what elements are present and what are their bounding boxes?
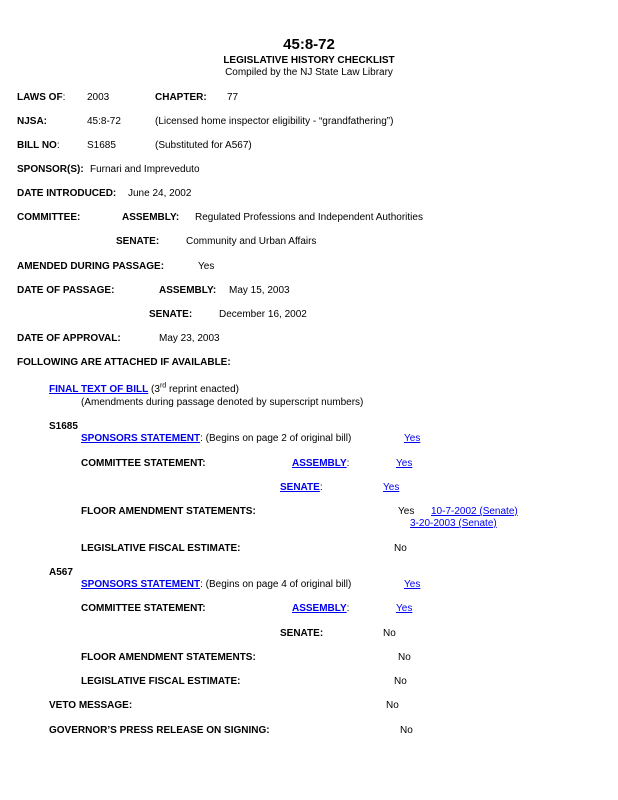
page-title: 45:8-72 [283,36,335,53]
laws-of-label: LAWS OF: [17,92,66,103]
a567-sponsors-yes-link[interactable]: Yes [404,579,421,590]
bill-no-label: BILL NO: [17,140,60,151]
final-text-note: (Amendments during passage denoted by superscript numbers) [81,397,364,408]
s1685-assembly-line: ASSEMBLY: [292,458,350,469]
laws-of-value: 2003 [87,92,110,103]
amended-label: AMENDED DURING PASSAGE: [17,261,165,272]
njsa-value: 45:8-72 [87,116,121,127]
a567-assembly-line: ASSEMBLY: [292,603,350,614]
committee-label: COMMITTEE: [17,212,81,223]
s1685-senate-yes-link[interactable]: Yes [383,482,400,493]
committee-assembly-label: ASSEMBLY: [122,212,180,223]
a567-label: A567 [49,567,73,578]
s1685-senate-link[interactable]: SENATE [280,482,320,493]
a567-senate-label: SENATE: [280,628,324,639]
s1685-label: S1685 [49,421,78,432]
chapter-label: CHAPTER: [155,92,207,103]
passage-assembly-label: ASSEMBLY: [159,285,217,296]
s1685-floor-value: Yes [398,506,415,517]
s1685-sponsors-yes-link[interactable]: Yes [404,433,421,444]
s1685-committee-label: COMMITTEE STATEMENT: [81,458,206,469]
committee-senate-value: Community and Urban Affairs [186,236,317,247]
date-introduced-label: DATE INTRODUCED: [17,188,117,199]
s1685-assembly-link[interactable]: ASSEMBLY [292,458,347,469]
date-introduced-value: June 24, 2002 [128,188,192,199]
njsa-label: NJSA: [17,116,48,127]
governor-label: GOVERNOR’S PRESS RELEASE ON SIGNING: [49,725,270,736]
bill-no-value: S1685 [87,140,116,151]
a567-committee-label: COMMITTEE STATEMENT: [81,603,206,614]
governor-value: No [400,725,413,736]
s1685-floor-link-1[interactable]: 10-7-2002 (Senate) [431,506,518,517]
s1685-assembly-yes-link[interactable]: Yes [396,458,413,469]
a567-assembly-link[interactable]: ASSEMBLY [292,603,347,614]
s1685-fiscal-value: No [394,543,407,554]
a567-sponsors-statement-link[interactable]: SPONSORS STATEMENT [81,579,201,590]
a567-floor-value: No [398,652,411,663]
date-of-approval-value: May 23, 2003 [159,333,220,344]
passage-senate-value: December 16, 2002 [219,309,307,320]
date-of-passage-label: DATE OF PASSAGE: [17,285,115,296]
date-of-approval-label: DATE OF APPROVAL: [17,333,121,344]
bill-no-note: (Substituted for A567) [155,140,252,151]
veto-label: VETO MESSAGE: [49,700,133,711]
passage-assembly-value: May 15, 2003 [229,285,290,296]
final-text-line: FINAL TEXT OF BILL (3rd reprint enacted) [49,382,239,395]
a567-assembly-yes-link[interactable]: Yes [396,603,413,614]
a567-senate-value: No [383,628,396,639]
s1685-sponsors-line: SPONSORS STATEMENT: (Begins on page 2 of original bill) [81,433,352,444]
a567-fiscal-label: LEGISLATIVE FISCAL ESTIMATE: [81,676,241,687]
s1685-floor-label: FLOOR AMENDMENT STATEMENTS: [81,506,256,517]
sponsors-label: SPONSOR(S): [17,164,84,175]
committee-assembly-value: Regulated Professions and Independent Authorities [195,212,423,223]
a567-fiscal-value: No [394,676,407,687]
a567-floor-label: FLOOR AMENDMENT STATEMENTS: [81,652,256,663]
amended-value: Yes [198,261,215,272]
page-subtitle: LEGISLATIVE HISTORY CHECKLIST [223,55,395,66]
a567-sponsors-line: SPONSORS STATEMENT: (Begins on page 4 of original bill) [81,579,352,590]
chapter-value: 77 [227,92,239,103]
attached-heading: FOLLOWING ARE ATTACHED IF AVAILABLE: [17,357,231,368]
passage-senate-label: SENATE: [149,309,193,320]
s1685-senate-line: SENATE: [280,482,323,493]
sponsors-value: Furnari and Impreveduto [90,164,200,175]
veto-value: No [386,700,399,711]
s1685-sponsors-statement-link[interactable]: SPONSORS STATEMENT [81,433,201,444]
njsa-description: (Licensed home inspector eligibility - “grandfathering”) [155,116,394,127]
s1685-fiscal-label: LEGISLATIVE FISCAL ESTIMATE: [81,543,241,554]
committee-senate-label: SENATE: [116,236,160,247]
final-text-link[interactable]: FINAL TEXT OF BILL [49,384,149,395]
compiled-by: Compiled by the NJ State Law Library [225,67,393,78]
s1685-floor-link-2[interactable]: 3-20-2003 (Senate) [410,518,497,529]
